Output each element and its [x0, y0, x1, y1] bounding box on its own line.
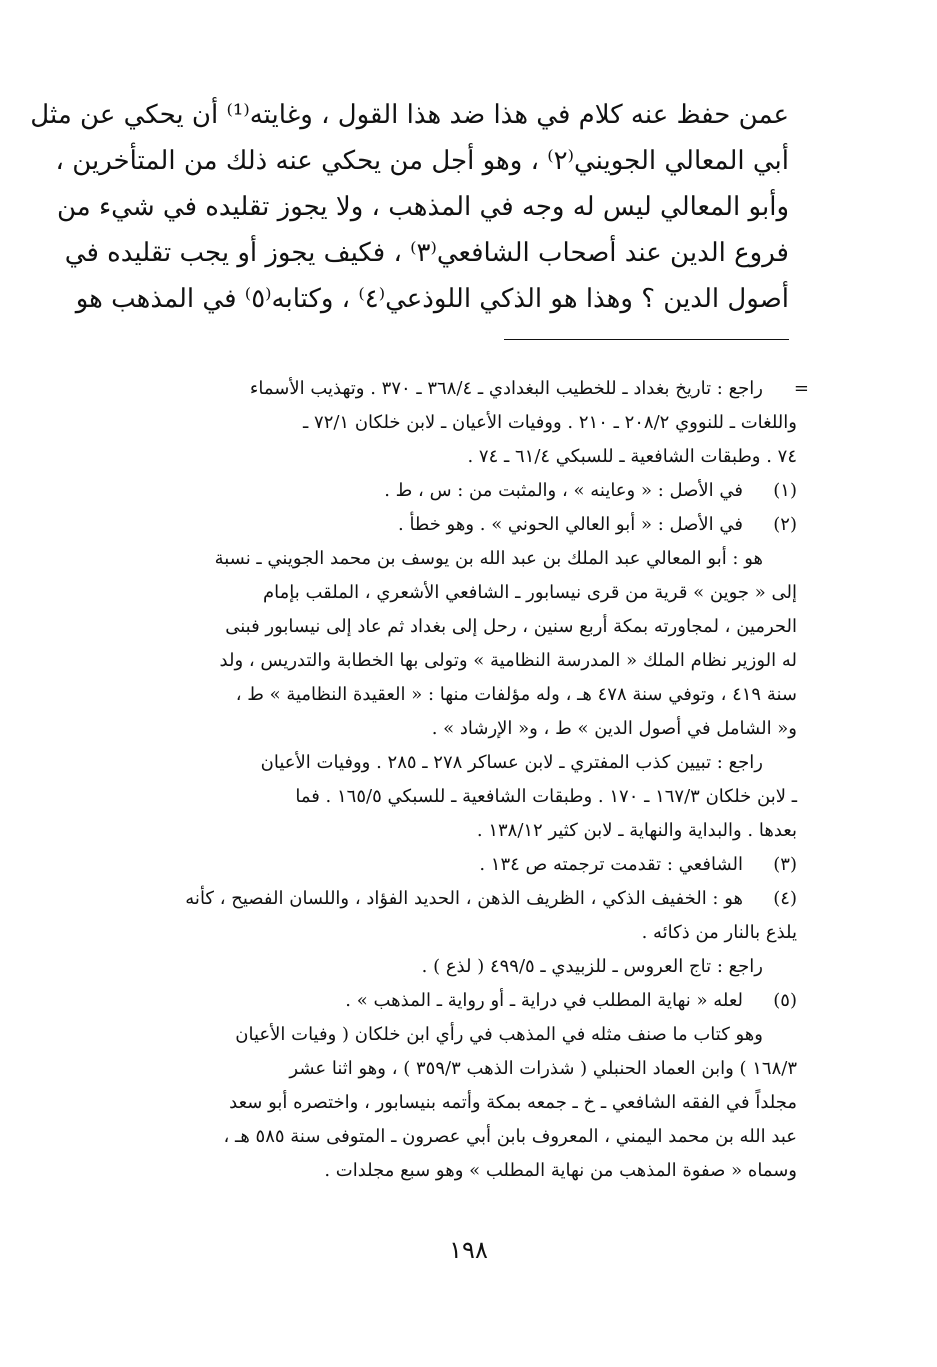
footnotes-block: [97, 372, 809, 1188]
footnote-line: مجلداً في الفقه الشافعي ـ خ ـ جمعه بمكة وأتمه بنيسابور ، واختصره أبو سعد: [229, 1092, 797, 1113]
footnote-2: [97, 508, 797, 542]
footnote-text: راجع : تاريخ بغداد ـ للخطيب البغدادي ـ ٣٦٨/٤ ـ ٣٧٠ . وتهذيب الأسماء: [249, 378, 763, 399]
footnote-line: ـ لابن خلكان ١٦٧/٣ ـ ١٧٠ . وطبقات الشافعية ـ للسبكي ١٦٥/٥ . فما: [295, 786, 797, 807]
main-text-line: عمن حفظ عنه كلام في هذا ضد هذا القول ، وغايته⁽¹⁾ أن يحكي عن مثل: [30, 100, 789, 130]
footnote-4: [97, 882, 797, 916]
footnote-5: [97, 984, 797, 1018]
footnote-line: راجع : تاج العروس ـ للزبيدي ـ ٤٩٩/٥ ( لذع ) .: [421, 956, 763, 977]
footnote-line: عبد الله بن محمد اليمني ، المعروف بابن أبي عصرون ـ المتوفى سنة ٥٨٥ هـ ،: [223, 1126, 797, 1147]
footnote-line: هو : أبو المعالي عبد الملك بن عبد الله بن يوسف بن محمد الجويني ـ نسبة: [214, 548, 763, 569]
footnote-line: له الوزير نظام الملك « المدرسة النظامية » وتولى بها الخطابة والتدريس ، ولد: [219, 650, 797, 671]
footnote-line: إلى « جوين » قرية من قرى نيسابور ـ الشافعي الأشعري ، الملقب بإمام: [262, 582, 797, 603]
footnote-continuation-line: [97, 372, 809, 406]
footnote-line: ١٦٨/٣ ) وابن العماد الحنبلي ( شذرات الذهب ٣٥٩/٣ ) ، وهو اثنا عشر: [289, 1058, 797, 1079]
footnote-line: بعدها . والبداية والنهاية ـ لابن كثير ١٣٨/١٢ .: [476, 820, 797, 841]
footnote-continuation-line: واللغات ـ للنووي ٢٠٨/٢ ـ ٢١٠ . ووفيات الأعيان ـ لابن خلكان ٧٢/١ ـ: [303, 412, 797, 433]
footnote-text: لعله « نهاية المطلب في دراية ـ أو رواية ـ المذهب » .: [345, 990, 743, 1011]
footnote-number: (١): [773, 480, 797, 501]
footnote-line: و« الشامل في أصول الدين » ط ، و« الإرشاد » .: [431, 718, 797, 739]
footnote-separator: [504, 339, 789, 340]
footnote-line: وهو كتاب ما صنف مثله في المذهب في رأي ابن خلكان ( وفيات الأعيان: [235, 1024, 763, 1045]
main-text-line: أبي المعالي الجويني⁽٢⁾ ، وهو أجل من يحكي عنه ذلك من المتأخرين ،: [55, 146, 789, 176]
main-text-line: وأبو المعالي ليس له وجه في المذهب ، ولا يجوز تقليده في شيء من: [56, 192, 789, 222]
main-text-line: فروع الدين عند أصحاب الشافعي⁽٣⁾ ، فكيف يجوز أو يجب تقليده في: [64, 238, 789, 268]
page-number: ١٩٨: [449, 1236, 488, 1264]
footnote-number: (٣): [773, 854, 797, 875]
footnote-text: هو : الخفيف الذكي ، الظريف الذهن ، الحديد الفؤاد ، واللسان الفصيح ، كأنه: [185, 888, 743, 909]
footnote-text: في الأصل : « وعاينه » ، والمثبت من : س ، ط .: [384, 480, 743, 501]
footnote-text: الشافعي : تقدمت ترجمته ص ١٣٤ .: [479, 854, 743, 875]
footnote-line: وسماه « صفوة المذهب من نهاية المطلب » وهو سبع مجلدات .: [324, 1160, 797, 1181]
footnote-number: (٥): [773, 990, 797, 1011]
footnote-line: الحرمين ، لمجاورته بمكة أربع سنين ، رحل إلى بغداد ثم عاد إلى نيسابور فبنى: [225, 616, 797, 637]
footnote-text: في الأصل : « أبو العالي الحوني » . وهو خطأ .: [398, 514, 743, 535]
main-text-block: [30, 92, 789, 322]
footnote-line: راجع : تبيين كذب المفتري ـ لابن عساكر ٢٧٨ ـ ٢٨٥ . ووفيات الأعيان: [260, 752, 763, 773]
footnote-number: (٢): [773, 514, 797, 535]
footnote-number: (٤): [773, 888, 797, 909]
footnote-line: يلذع بالنار من ذكائه .: [641, 922, 797, 943]
footnote-line: سنة ٤١٩ ، وتوفي سنة ٤٧٨ هـ ، وله مؤلفات منها : « العقيدة النظامية » ط ،: [235, 684, 797, 705]
footnote-continuation-line: ٧٤ . وطبقات الشافعية ـ للسبكي ٦١/٤ ـ ٧٤ .: [467, 446, 797, 467]
footnote-3: [97, 848, 797, 882]
continuation-marker: =: [793, 378, 809, 399]
main-text-line: أصول الدين ؟ وهذا هو الذكي اللوذعي⁽٤⁾ ، وكتابه⁽٥⁾ في المذهب هو: [75, 284, 789, 314]
footnote-1: [97, 474, 797, 508]
